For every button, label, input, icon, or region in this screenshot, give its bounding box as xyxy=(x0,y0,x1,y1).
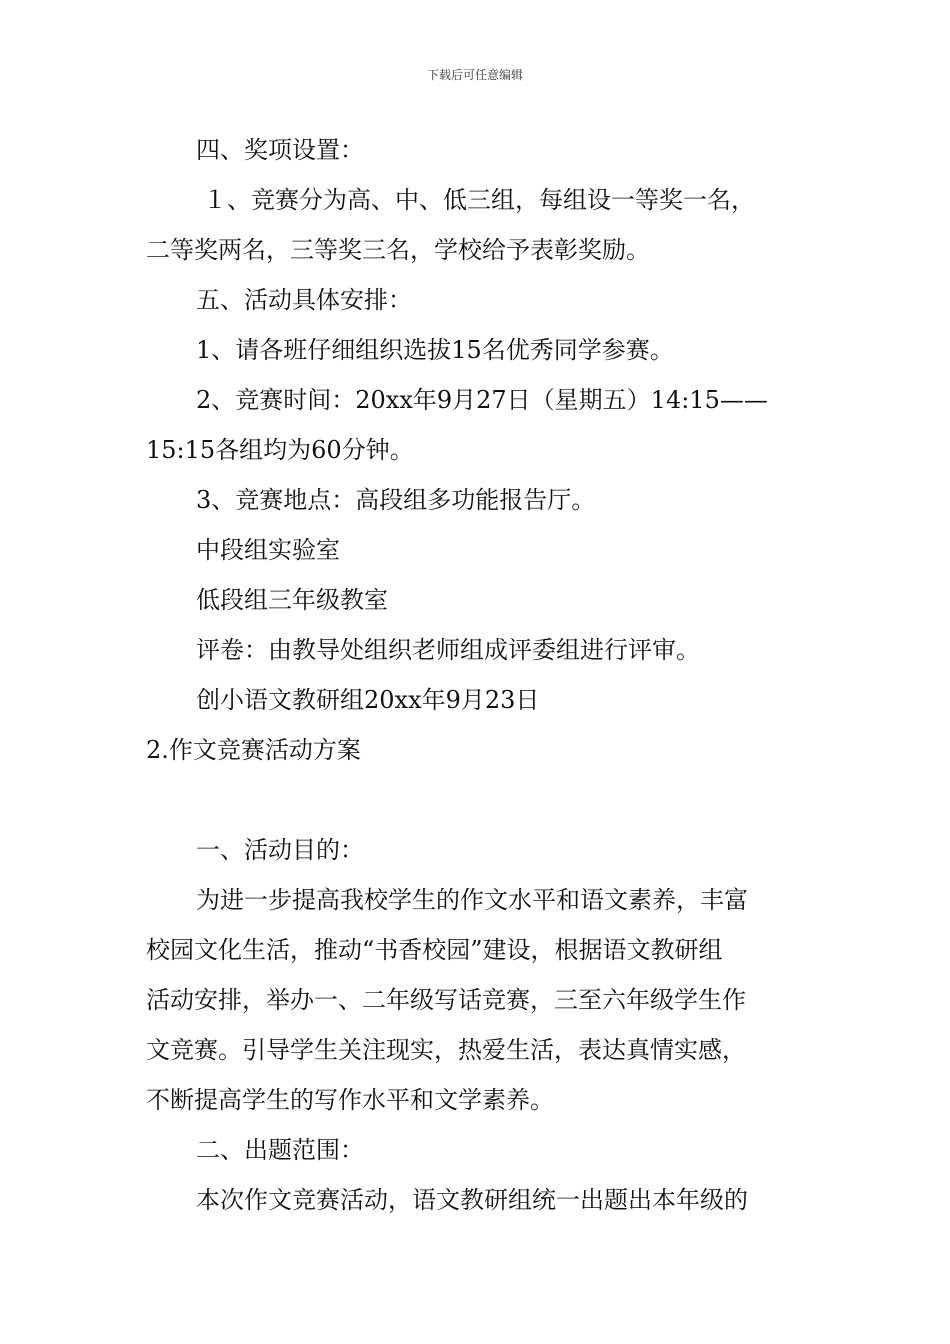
document-section-title: 2.作文竞赛活动方案 xyxy=(146,736,361,764)
paragraph-line: 活动安排，举办一、二年级写话竞赛，三至六年级学生作 xyxy=(146,986,746,1014)
paragraph-line: 1、请各班仔细组织选拔15名优秀同学参赛。 xyxy=(196,336,674,364)
section-heading-purpose: 一、活动目的： xyxy=(196,836,364,864)
section-heading-awards: 四、奖项设置： xyxy=(196,136,364,164)
paragraph-line: 文竞赛。引导学生关注现实，热爱生活，表达真情实感， xyxy=(146,1036,746,1064)
paragraph-line: １、竞赛分为高、中、低三组，每组设一等奖一名， xyxy=(203,186,755,214)
paragraph-line: 校园文化生活，推动“书香校园”建设，根据语文教研组 xyxy=(146,936,723,964)
paragraph-line: 3、竞赛地点：高段组多功能报告厅。 xyxy=(196,486,596,514)
paragraph-line: 中段组实验室 xyxy=(196,536,340,564)
paragraph-line: 本次作文竞赛活动，语文教研组统一出题出本年级的 xyxy=(196,1186,748,1214)
paragraph-line: 为进一步提高我校学生的作文水平和语文素养，丰富 xyxy=(196,886,748,914)
section-heading-schedule: 五、活动具体安排： xyxy=(196,286,412,314)
paragraph-line: 评卷：由教导处组织老师组成评委组进行评审。 xyxy=(196,636,700,664)
paragraph-line: 15:15各组均为60分钟。 xyxy=(146,436,414,464)
paragraph-line: 二等奖两名，三等奖三名，学校给予表彰奖励。 xyxy=(146,236,650,264)
paragraph-line: 2、竞赛时间：20xx年9月27日（星期五）14:15—— xyxy=(196,386,768,414)
page-header-note: 下载后可任意编辑 xyxy=(426,68,523,82)
section-heading-scope: 二、出题范围： xyxy=(196,1136,364,1164)
signature-line: 创小语文教研组20xx年9月23日 xyxy=(196,686,540,714)
paragraph-line: 低段组三年级教室 xyxy=(196,586,388,614)
paragraph-line: 不断提高学生的写作水平和文学素养。 xyxy=(146,1086,554,1114)
